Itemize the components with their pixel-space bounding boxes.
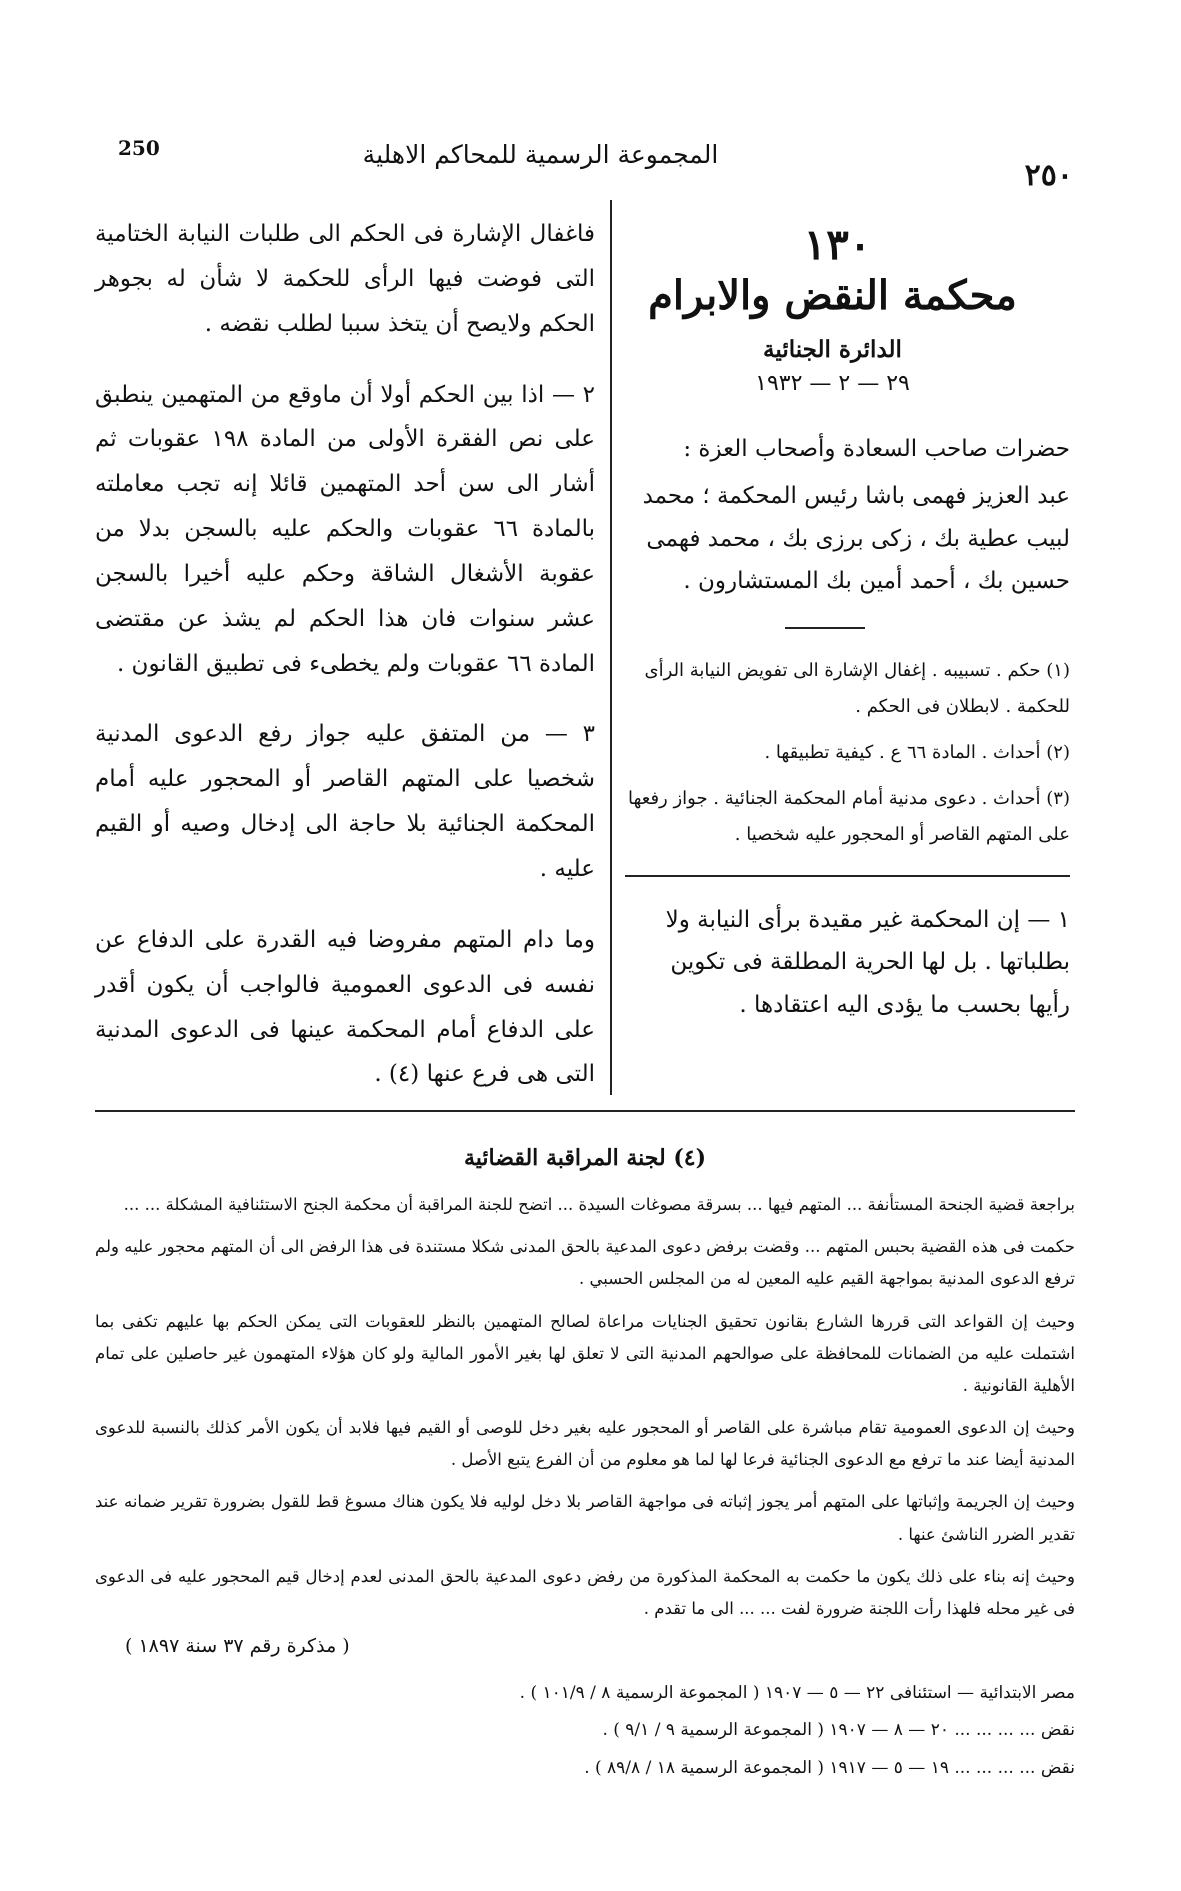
memo-reference: ( مذكرة رقم ٣٧ سنة ١٨٩٧ ) — [125, 1635, 350, 1658]
paragraph: فاغفال الإشارة فى الحكم الى طلبات النيابة الختامية التى فوضت فيها الرأى للحكمة لا شأن له بجوهر الحكم ولايصح أن يتخذ سببا لطلب نقضه . — [95, 221, 595, 337]
citation-row: مصر الابتدائية — استئنافى ٢٢ — ٥ — ١٩٠٧ ( المجموعة الرسمية ٨ / ١٠١/٩ ) . — [519, 1683, 1075, 1704]
left-column — [95, 212, 595, 1123]
summary-item: (٣) أحداث . دعوى مدنية أمام المحكمة الجنائية . جواز رفعها على المتهم القاصر أو المحجور عليه شخصيا . — [627, 787, 1070, 845]
footnote — [95, 1145, 1075, 1787]
page-number-latin: 250 — [118, 136, 160, 160]
citation-row: نقض ... ... ... ... ٢٠ — ٨ — ١٩٠٧ ( المجموعة الرسمية ٩ / ٩/١ ) . — [602, 1720, 1075, 1741]
page-header — [118, 128, 1073, 193]
footnote-paragraph: وحيث إنه بناء على ذلك يكون ما حكمت به المحكمة المذكورة من رفض دعوى المدعية بالحق المدنى لعدم إدخال قيم المحجور عليه فى الدعوى فى غير محله فلهذا رأت اللجنة ضرورة لفت ... ... الى ما تقدم . — [95, 1566, 1075, 1618]
footnote-divider — [95, 1110, 1075, 1112]
judgment-date: ٢٩ — ٢ — ١٩٣٢ — [755, 371, 910, 396]
summary-item: (١) حكم . تسبيبه . إغفال الإشارة الى تفويض النيابة الرأى للحكمة . لابطلان فى الحكم . — [644, 659, 1070, 717]
court-name: محكمة النقض والابرام — [648, 272, 1017, 319]
running-title: المجموعة الرسمية للمحاكم الاهلية — [362, 140, 719, 169]
judges-list: عبد العزيز فهمى باشا رئيس المحكمة ؛ محمد لبيب عطية بك ، زكى برزى بك ، محمد فهمى حسين بك ، أحمد أمين بك المستشارون . — [642, 483, 1070, 595]
case-summary — [625, 653, 1070, 853]
paragraph: ٣ — من المتفق عليه جواز رفع الدعوى المدنية شخصيا على المتهم القاصر أو المحجور عليه أمام المحكمة الجنائية بلا حاجة الى إدخال وصيه أو القيم عليه . — [95, 721, 595, 882]
short-divider — [785, 627, 865, 629]
summary-divider — [625, 875, 1070, 877]
footnote-paragraph: وحيث إن القواعد التى قررها الشارع بقانون تحقيق الجنايات مراعاة لصالح المتهمين بالنظر للعقوبات التى يمكن الحكم بها عليهم تكفى بما اشتملت عليه من الضمانات للمحافظة على صوالحهم المدنية التى لا تعلق لها بغير الأمور المالية ولو كان هؤلاء المتهمون غير حاصلين على تمام الأهلية القانونية . — [95, 1311, 1075, 1395]
right-column — [625, 220, 1070, 1026]
judges-intro: حضرات صاحب السعادة وأصحاب العزة : — [683, 436, 1070, 462]
footnote-paragraph: وحيث إن الدعوى العمومية تقام مباشرة على القاصر أو المحجور عليه بغير دخل للوصى أو القيم فيها فلابد أن يكون الأمر كذلك بالنسبة للدعوى المدنية أيضا عند ما ترفع مع الدعوى الجنائية فرعا لها لما هو معلوم من أن الفرع يتبع الأصل . — [95, 1418, 1075, 1470]
page-number-arabic: ٢٥٠ — [1024, 158, 1073, 193]
footnote-body — [95, 1189, 1075, 1625]
paragraph: ٢ — اذا بين الحكم أولا أن ماوقع من المتهمين ينطبق على نص الفقرة الأولى من المادة ١٩٨ عقوبات ثم أشار الى سن أحد المتهمين قائلا إنه تجب معاملته بالمادة ٦٦ عقوبات والحكم عليه بالسجن بدلا من عقوبة الأشغال الشاقة وحكم عليه أخيرا بالسجن عشر سنوات فان هذا الحكم لم يشذ عن مقتضى المادة ٦٦ عقوبات ولم يخطىء فى تطبيق القانون . — [95, 381, 595, 677]
principle-one: ١ — إن المحكمة غير مقيدة برأى النيابة ولا بطلباتها . بل لها الحرية المطلقة فى تكوين رأيها بحسب ما يؤدى اليه اعتقادها . — [665, 906, 1070, 1018]
footnote-paragraph: حكمت فى هذه القضية بحبس المتهم ... وقضت برفض دعوى المدعية بالحق المدنى شكلا مستندة فى هذا الرفض الى أن المتهم محجور عليه ولم ترفع الدعوى المدنية بمواجهة القيم عليه المعين له من المجلس الحسبي . — [95, 1237, 1075, 1289]
citation-row: نقض ... ... ... ... ١٩ — ٥ — ١٩١٧ ( المجموعة الرسمية ١٨ / ٨٩/٨ ) . — [584, 1757, 1075, 1778]
summary-item: (٢) أحداث . المادة ٦٦ ع . كيفية تطبيقها . — [764, 741, 1070, 763]
footnote-paragraph: وحيث إن الجريمة وإثباتها على المتهم أمر يجوز إثباته فى مواجهة القاصر بلا دخل لوليه فلا يكون هناك مسوغ قط للقول بضرورة تقرير ضمانه عند تقدير الضرر الناشئ عنها . — [95, 1492, 1075, 1544]
footnote-paragraph: براجعة قضية الجنحة المستأنفة ... المتهم فيها ... بسرقة مصوغات السيدة ... اتضح للجنة المراقبة أن محكمة الجنح الاستئنافية المشكلة ... ... — [123, 1195, 1075, 1214]
paragraph: وما دام المتهم مفروضا فيه القدرة على الدفاع عن نفسه فى الدعوى العمومية فالواجب أن يكون أقدر على الدفاع أمام المحكمة عينها فى الدعوى المدنية التى هى فرع عنها (٤) . — [95, 926, 596, 1088]
court-circuit: الدائرة الجنائية — [763, 336, 902, 363]
column-divider — [610, 200, 612, 1095]
citations — [95, 1675, 1075, 1787]
footnote-title: (٤) لجنة المراقبة القضائية — [464, 1145, 706, 1171]
case-number: ١٣٠ — [803, 220, 872, 269]
